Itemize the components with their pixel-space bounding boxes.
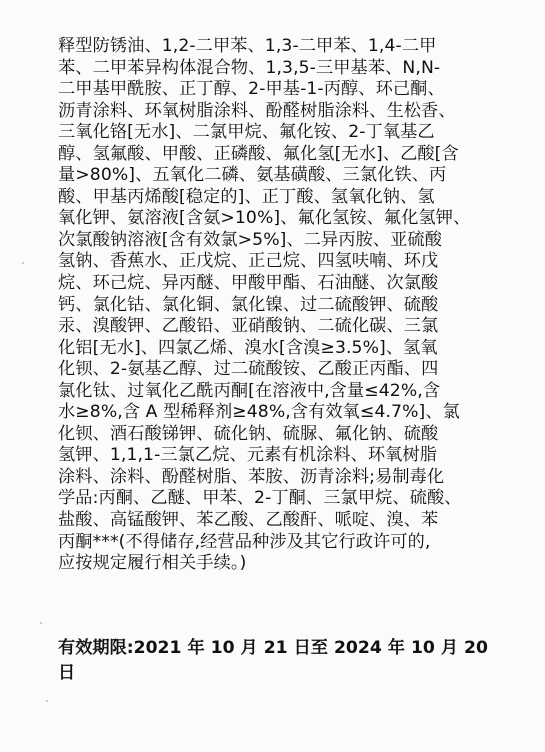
validity-period (58, 636, 488, 686)
text-line: 氢钾、1,1,1-三氯乙烷、元素有机涂料、环氧树脂 (58, 445, 437, 466)
text-line: 盐酸、高锰酸钾、苯乙酸、乙酸酐、哌啶、溴、苯 (58, 510, 439, 531)
text-line: 氢钠、香蕉水、正戊烷、正己烷、四氢呋喃、环戊 (58, 251, 439, 272)
text-line: 化钡、2-氨基乙醇、过二硫酸铵、乙酸正丙酯、四 (58, 359, 439, 380)
body-text (58, 36, 488, 575)
text-line: 应按规定履行相关手续。) (58, 553, 247, 574)
text-line: 烷、环己烷、异丙醚、甲酸甲酯、石油醚、次氯酸 (58, 273, 439, 294)
text-line: 二甲基甲酰胺、正丁醇、2-甲基-1-丙醇、环己酮、 (58, 79, 445, 100)
text-line: 水≥8%,含 A 型稀释剂≥48%,含有效氧≤4.7%]、氯 (58, 402, 460, 423)
text-line: 丙酮***(不得储存,经营品种涉及其它行政许可的, (58, 531, 431, 552)
text-line: 酸、甲基丙烯酸[稳定的]、正丁酸、氢氧化钠、氢 (58, 186, 435, 207)
text-line: 涂料、涂料、酚醛树脂、苯胺、沥青涂料;易制毒化 (58, 466, 445, 487)
text-line: 氯化钛、过氧化乙酰丙酮[在溶液中,含量≤42%,含 (58, 380, 441, 401)
text-line: 学品:丙酮、乙醚、甲苯、2-丁酮、三氯甲烷、硫酸、 (58, 488, 462, 509)
text-line: 氧化钾、氨溶液[含氨>10%]、氟化氢铵、氟化氢钾、 (58, 208, 471, 229)
text-line: 释型防锈油、1,2-二甲苯、1,3-二甲苯、1,4-二甲 (58, 36, 437, 56)
text-line: 沥青涂料、环氧树脂涂料、酚醛树脂涂料、生松香、 (58, 100, 456, 121)
scan-speck (22, 262, 24, 264)
text-line: 次氯酸钠溶液[含有效氯>5%]、二异丙胺、亚硫酸 (58, 229, 443, 250)
text-line: 钙、氯化钴、氯化铜、氯化镍、过二硫酸钾、硫酸 (58, 294, 439, 315)
text-line: 苯、二甲苯异构体混合物、1,3,5-三甲基苯、N,N- (58, 57, 441, 78)
validity-line: 有效期限:2021 年 10 月 21 日至 2024 年 10 月 20 (58, 638, 488, 658)
text-line: 三氧化铬[无水]、二氯甲烷、氟化铵、2-丁氧基乙 (58, 122, 435, 143)
scan-speck (46, 700, 48, 702)
text-line: 汞、溴酸钾、乙酸铅、亚硝酸钠、二硫化碳、三氯 (58, 316, 439, 337)
validity-line: 日 (58, 663, 76, 683)
text-line: 化铝[无水]、四氯乙烯、溴水[含溴≥3.5%]、氢氧 (58, 337, 438, 358)
text-line: 醇、氢氟酸、甲酸、正磷酸、氟化氢[无水]、乙酸[含 (58, 143, 459, 164)
scan-speck (40, 622, 42, 624)
text-line: 量>80%]、五氧化二磷、氨基磺酸、三氯化铁、丙 (58, 165, 447, 186)
text-line: 化钡、酒石酸锑钾、硫化钠、硫脲、氟化钠、硫酸 (58, 423, 439, 444)
